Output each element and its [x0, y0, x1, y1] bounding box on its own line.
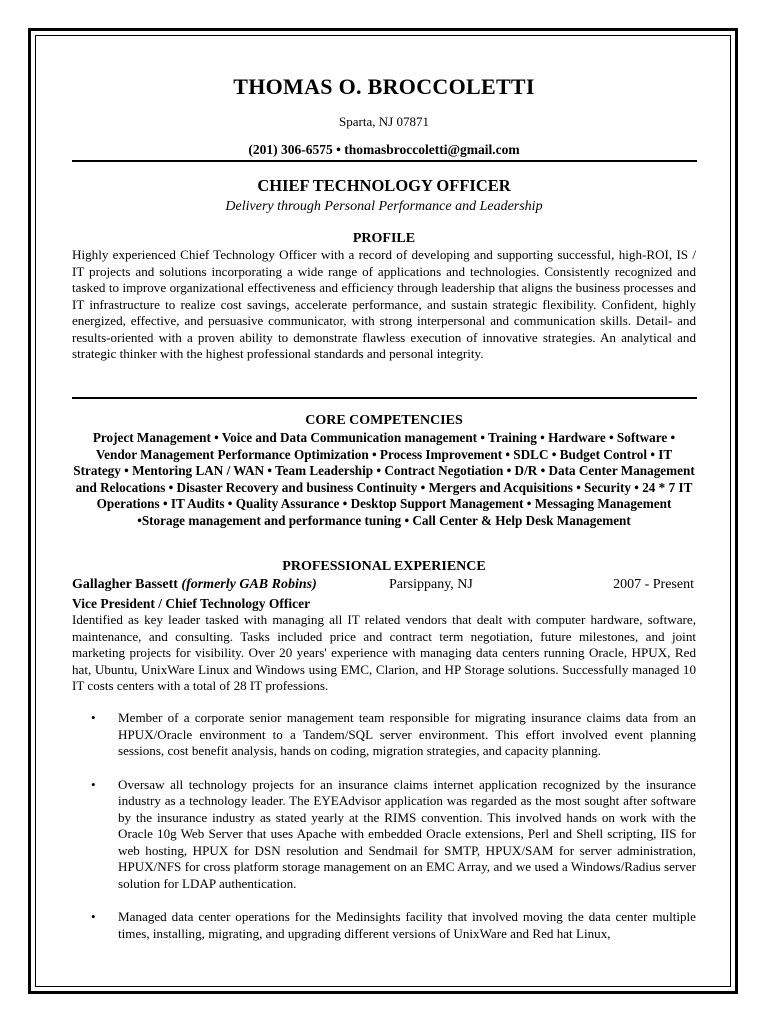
- profile-text: Highly experienced Chief Technology Officer with a record of developing and supporting successful, high-ROI, IS / IT projects and solutions incorporating a wide range of applications and technologies. Consistently recognized and tasked to improve organizational effectiveness and efficiency through leadership that aligns the business processes and IT infrastructure to realize cost savings, accelerate performance, and sustain strategic flexibility. Confident, highly energized, effective, and persuasive communicator, with strong interpersonal and communication skills. Detail- and results-oriented with a proven ability to demonstrate flawless execution of innovative strategies. An analytical and strategic thinker with the highest professional standards and personal integrity.: [72, 247, 696, 361]
- contact-info: (201) 306-6575 • thomasbroccoletti@gmail.com: [248, 142, 520, 157]
- section-divider: [72, 397, 697, 399]
- list-item: [72, 909, 696, 942]
- bullet-text: Managed data center operations for the Medinsights facility that involved moving the data center multiple times, installing, migrating, and upgrading different versions of UnixWare and Red hat Linux,: [118, 909, 696, 941]
- competencies-heading: CORE COMPETENCIES: [305, 413, 463, 428]
- header-divider: [72, 160, 697, 162]
- list-item: [72, 777, 696, 893]
- address: Sparta, NJ 07871: [339, 114, 429, 129]
- bullet-icon: •: [91, 710, 96, 725]
- employer-name: [72, 577, 317, 593]
- candidate-name: THOMAS O. BROCCOLETTI: [233, 74, 535, 99]
- bullet-icon: •: [91, 776, 96, 792]
- bullet-text: Member of a corporate senior management team responsible for migrating insurance claims data from an HPUX/Oracle environment to a Tandem/SQL server environment. This effort involved event planning sessions, cost benefit analysis, hands on coding, migration strategies, and capacity planning.: [118, 710, 696, 758]
- experience-heading: PROFESSIONAL EXPERIENCE: [282, 559, 486, 574]
- job-location: Parsippany, NJ: [389, 577, 473, 592]
- bullet-icon: •: [91, 909, 96, 924]
- job-description: Identified as key leader tasked with managing all IT related vendors that dealt with computer hardware, software, maintenance, and consulting. Tasks included price and contract term negotiation, future milestones, and joint marketing projects for visibility. Over 20 years' experience with managing data centers running Oracle, HPUX, Red hat, Ubuntu, UnixWare Linux and Windows using EMC, Clarion, and HP Storage solutions. Successfully managed 10 IT costs centers with a total of 28 IT professions.: [72, 612, 696, 693]
- employer-row: [72, 577, 696, 595]
- profile-heading: PROFILE: [352, 231, 416, 246]
- employer-former-name: (formerly GAB Robins): [181, 577, 317, 592]
- competencies-list: Project Management • Voice and Data Communication management • Training • Hardware • Software • Vendor Management Performance Optimization • Process Improvement • SDLC • Budget Control • IT Strategy • Mentoring LAN / WAN • Team Leadership • Contract Negotiation • D/R • Data Center Management and Relocations • Disaster Recovery and business Continuity • Mergers and Acquisitions • Security • 24 * 7 IT Operations • IT Audits • Quality Assurance • Desktop Support Management • Messaging Management •Storage management and performance tuning • Call Center & Help Desk Management: [73, 430, 695, 528]
- bullet-text: Oversaw all technology projects for an insurance claims internet application recognized by the insurance industry as a technology leader. The EYEAdvisor application was regarded as the most sought after software by the insurance industry as stated yearly at the RIMS convention. This involved hands on work with the Oracle 10g Web Server that uses Apache with embedded Oracle extensions, Perl and Shell scripting, IIS for web hosting, HPUX for DSN resolution and Sendmail for SMTP, HPUX/SAM for server administration, HPUX/NFS for cross platform storage management on an EMC Array, and we used a Windows/Radius server solution for LDAP authentication.: [118, 776, 696, 891]
- job-title: Vice President / Chief Technology Officer: [72, 596, 311, 611]
- tagline: Delivery through Personal Performance and Leadership: [225, 199, 543, 214]
- employer-label: Gallagher Bassett: [72, 577, 178, 592]
- role-title: CHIEF TECHNOLOGY OFFICER: [257, 176, 511, 195]
- achievement-list: [72, 710, 696, 959]
- list-item: [72, 710, 696, 760]
- job-dates: 2007 - Present: [613, 577, 694, 592]
